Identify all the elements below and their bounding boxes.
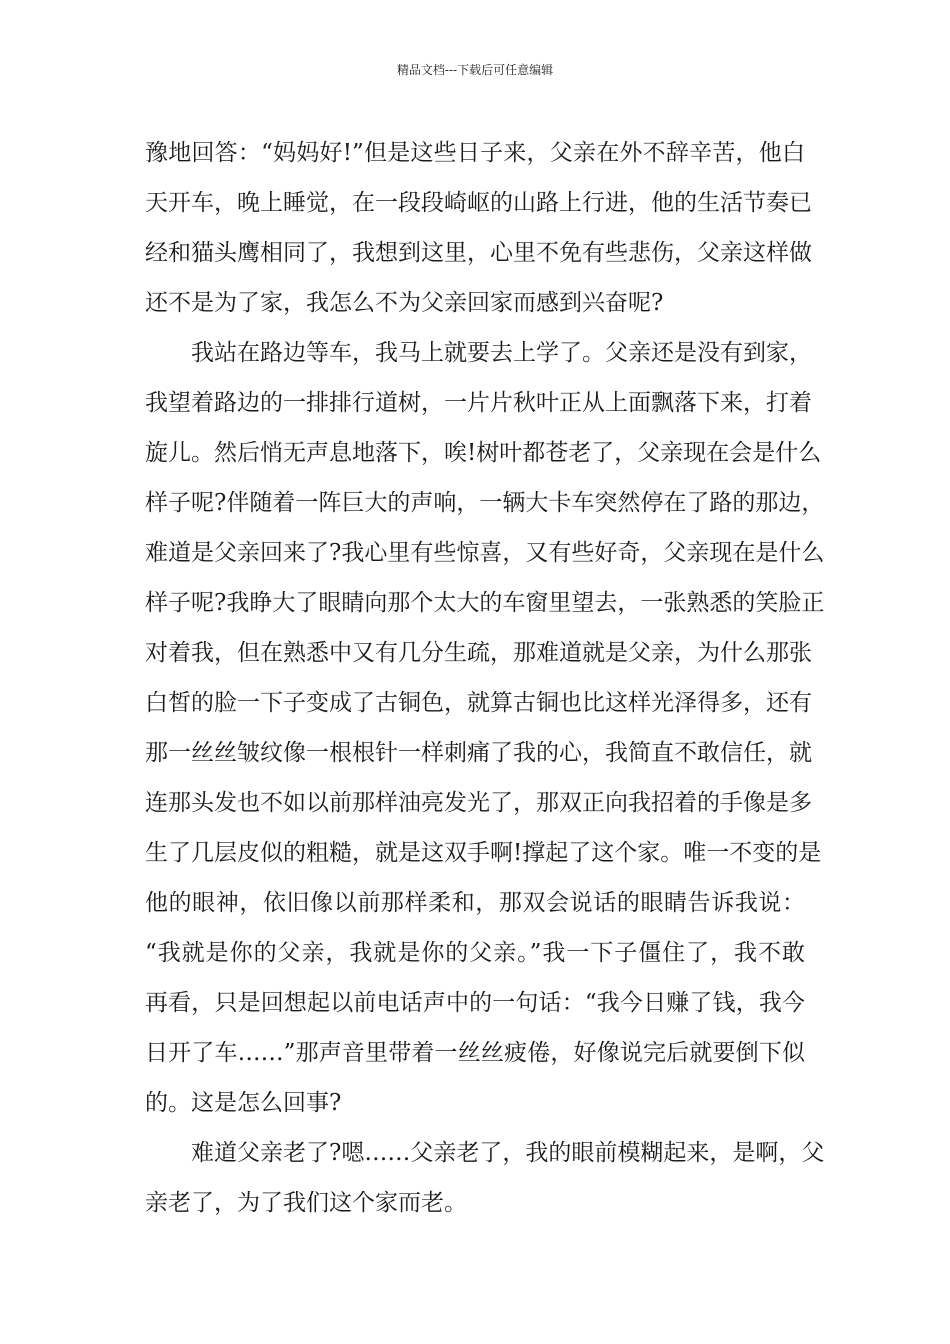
text-line: 难道父亲老了?嗯……父亲老了，我的眼前模糊起来，是啊，父 [191,1140,825,1166]
text-line: 经和猫头鹰相同了，我想到这里，心里不免有些悲伤，父亲这样做 [145,240,812,266]
text-line: 的。这是怎么回事? [145,1090,342,1116]
text-line: 生了几层皮似的粗糙，就是这双手啊!撑起了这个家。唯一不变的是 [145,840,822,866]
page-header: 精品文档---下载后可任意编辑 [396,63,554,77]
text-line: 豫地回答：“妈妈好!”但是这些日子来，父亲在外不辞辛苦，他白 [145,140,805,166]
text-line: 难道是父亲回来了?我心里有些惊喜，又有些好奇，父亲现在是什么 [145,540,825,566]
text-line: 对着我，但在熟悉中又有几分生疏，那难道就是父亲，为什么那张 [145,640,812,666]
text-line: 那一丝丝皱纹像一根根针一样刺痛了我的心，我简直不敢信任，就 [145,740,812,766]
body-text [145,128,825,1228]
text-line: 我望着路边的一排排行道树，一片片秋叶正从上面飘落下来，打着 [145,390,812,416]
text-line: 还不是为了家，我怎么不为父亲回家而感到兴奋呢? [145,290,664,316]
text-line: 日开了车……”那声音里带着一丝丝疲倦，好像说完后就要倒下似 [145,1040,805,1066]
text-line: 连那头发也不如以前那样油亮发光了，那双正向我招着的手像是多 [145,790,812,816]
text-line: 我站在路边等车，我马上就要去上学了。父亲还是没有到家， [191,340,812,366]
text-line: “我就是你的父亲，我就是你的父亲。”我一下子僵住了，我不敢 [145,940,805,966]
text-line: 天开车，晚上睡觉，在一段段崎岖的山路上行进，他的生活节奏已 [145,190,812,216]
text-line: 样子呢?伴随着一阵巨大的声响，一辆大卡车突然停在了路的那边， [145,490,825,516]
text-line: 白皙的脸一下子变成了古铜色，就算古铜也比这样光泽得多，还有 [145,690,812,716]
text-line: 再看，只是回想起以前电话声中的一句话：“我今日赚了钱，我今 [145,990,805,1016]
text-line: 旋儿。然后悄无声息地落下，唉!树叶都苍老了，父亲现在会是什么 [145,440,822,466]
text-line: 样子呢?我睁大了眼睛向那个太大的车窗里望去，一张熟悉的笑脸正 [145,590,825,616]
paragraph [145,1128,825,1228]
paragraph [145,128,812,328]
text-line: 他的眼神，依旧像以前那样柔和，那双会说话的眼睛告诉我说： [145,890,805,916]
text-line: 亲老了，为了我们这个家而老。 [145,1190,467,1216]
paragraph [145,328,825,1128]
